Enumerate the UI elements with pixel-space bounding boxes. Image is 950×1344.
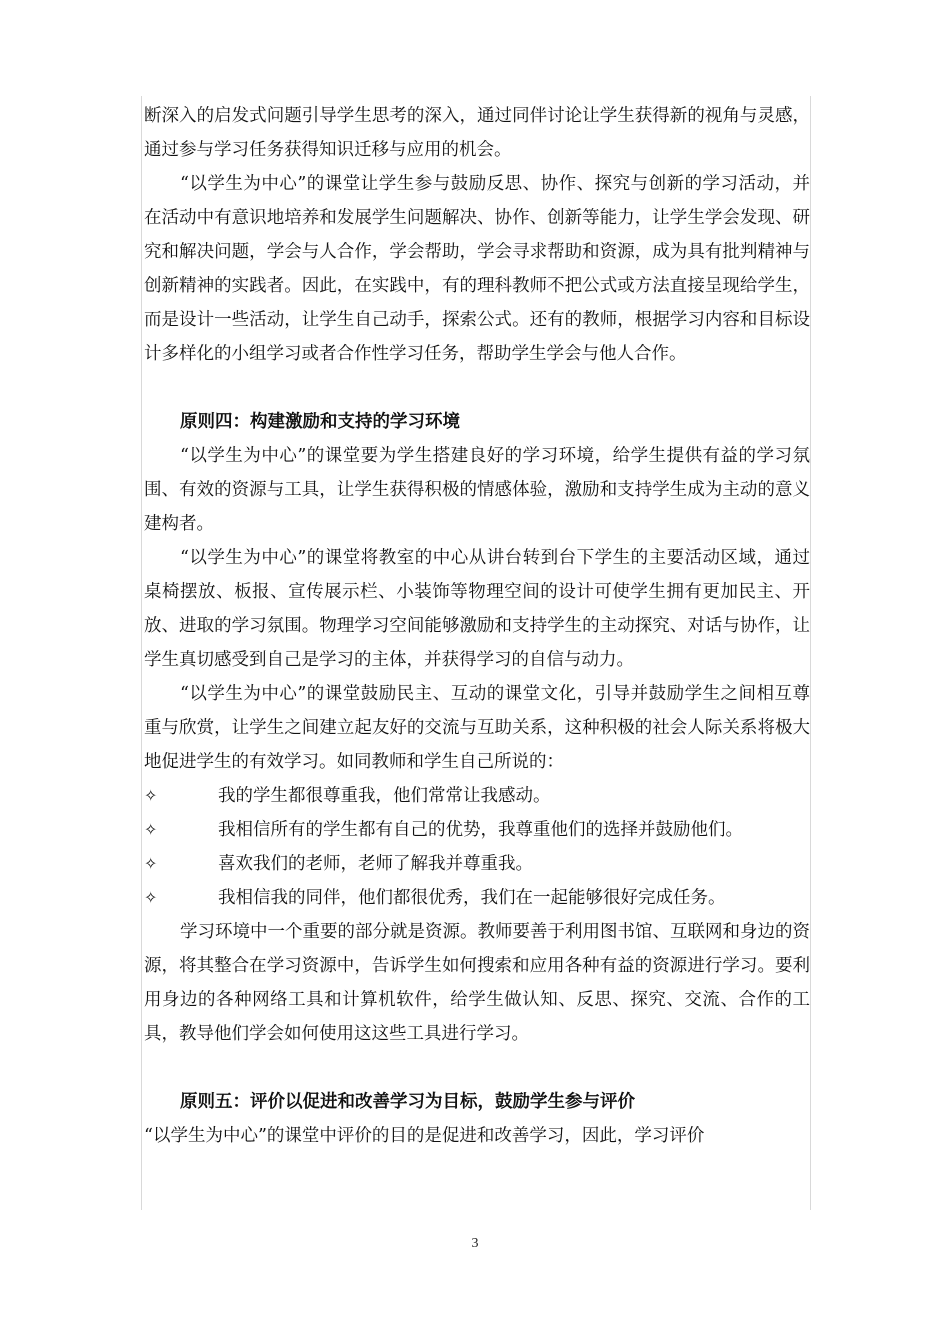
quote-text: 喜欢我们的老师，老师了解我并尊重我。 (218, 854, 533, 874)
star-bullet-icon: ✧ (144, 854, 158, 873)
paragraph-intro: 断深入的启发式问题引导学生思考的深入，通过同伴讨论让学生获得新的视角与灵感，通过参与学习任务获得知识迁移与应用的机会。 (144, 106, 810, 160)
paragraph-classroom-culture: “以学生为中心”的课堂鼓励民主、互动的课堂文化，引导并鼓励学生之间相互尊重与欣赏，让学生之间建立起友好的交流与互助关系，这种积极的社会人际关系将极大地促进学生的有效学习。如同教师和学生自己所说的： (144, 684, 810, 772)
quote-bullet-item (144, 813, 810, 847)
quote-bullet-item (144, 779, 810, 813)
paragraph-physical-space: “以学生为中心”的课堂将教室的中心从讲台转到台下学生的主要活动区域，通过桌椅摆放、板报、宣传展示栏、小装饰等物理空间的设计可使学生拥有更加民主、开放、进取的学习氛围。物理学习空间能够激励和支持学生的主动探究、对话与协作，让学生真切感受到自己是学习的主体，并获得学习的自信与动力。 (144, 548, 810, 670)
paragraph-student-centered-activities: “以学生为中心”的课堂让学生参与鼓励反思、协作、探究与创新的学习活动，并在活动中有意识地培养和发展学生问题解决、协作、创新等能力，让学生学会发现、研究和解决问题，学会与人合作，学会帮助，学会寻求帮助和资源，成为具有批判精神与创新精神的实践者。因此，在实践中，有的理科教师不把公式或方法直接呈现给学生，而是设计一些活动，让学生自己动手，探索公式。还有的教师，根据学习内容和目标设计多样化的小组学习或者合作性学习任务，帮助学生学会与他人合作。 (144, 174, 810, 364)
section-heading-principle-four: 原则四：构建激励和支持的学习环境 (180, 412, 460, 432)
quote-text: 我的学生都很尊重我，他们常常让我感动。 (218, 786, 551, 806)
quote-text: 我相信所有的学生都有自己的优势，我尊重他们的选择并鼓励他们。 (218, 820, 743, 840)
star-bullet-icon: ✧ (144, 786, 158, 805)
document-body (144, 99, 810, 1153)
paragraph-resources: 学习环境中一个重要的部分就是资源。教师要善于利用图书馆、互联网和身边的资源，将其整合在学习资源中，告诉学生如何搜索和应用各种有益的资源进行学习。要利用身边的各种网络工具和计算机软件，给学生做认知、反思、探究、交流、合作的工具，教导他们学会如何使用这这些工具进行学习。 (144, 922, 810, 1044)
quote-bullet-item (144, 847, 810, 881)
section-heading-principle-five: 原则五：评价以促进和改善学习为目标，鼓励学生参与评价 (180, 1092, 635, 1112)
paragraph-evaluation: “以学生为中心”的课堂中评价的目的是促进和改善学习，因此，学习评价 (144, 1126, 705, 1146)
quote-text: 我相信我的同伴，他们都很优秀，我们在一起能够很好完成任务。 (218, 888, 726, 908)
star-bullet-icon: ✧ (144, 888, 158, 907)
page-number: 3 (471, 1236, 479, 1251)
paragraph-learning-environment: “以学生为中心”的课堂要为学生搭建良好的学习环境，给学生提供有益的学习氛围、有效的资源与工具，让学生获得积极的情感体验，激励和支持学生成为主动的意义建构者。 (144, 446, 810, 534)
star-bullet-icon: ✧ (144, 820, 158, 839)
quote-bullet-item (144, 881, 810, 915)
